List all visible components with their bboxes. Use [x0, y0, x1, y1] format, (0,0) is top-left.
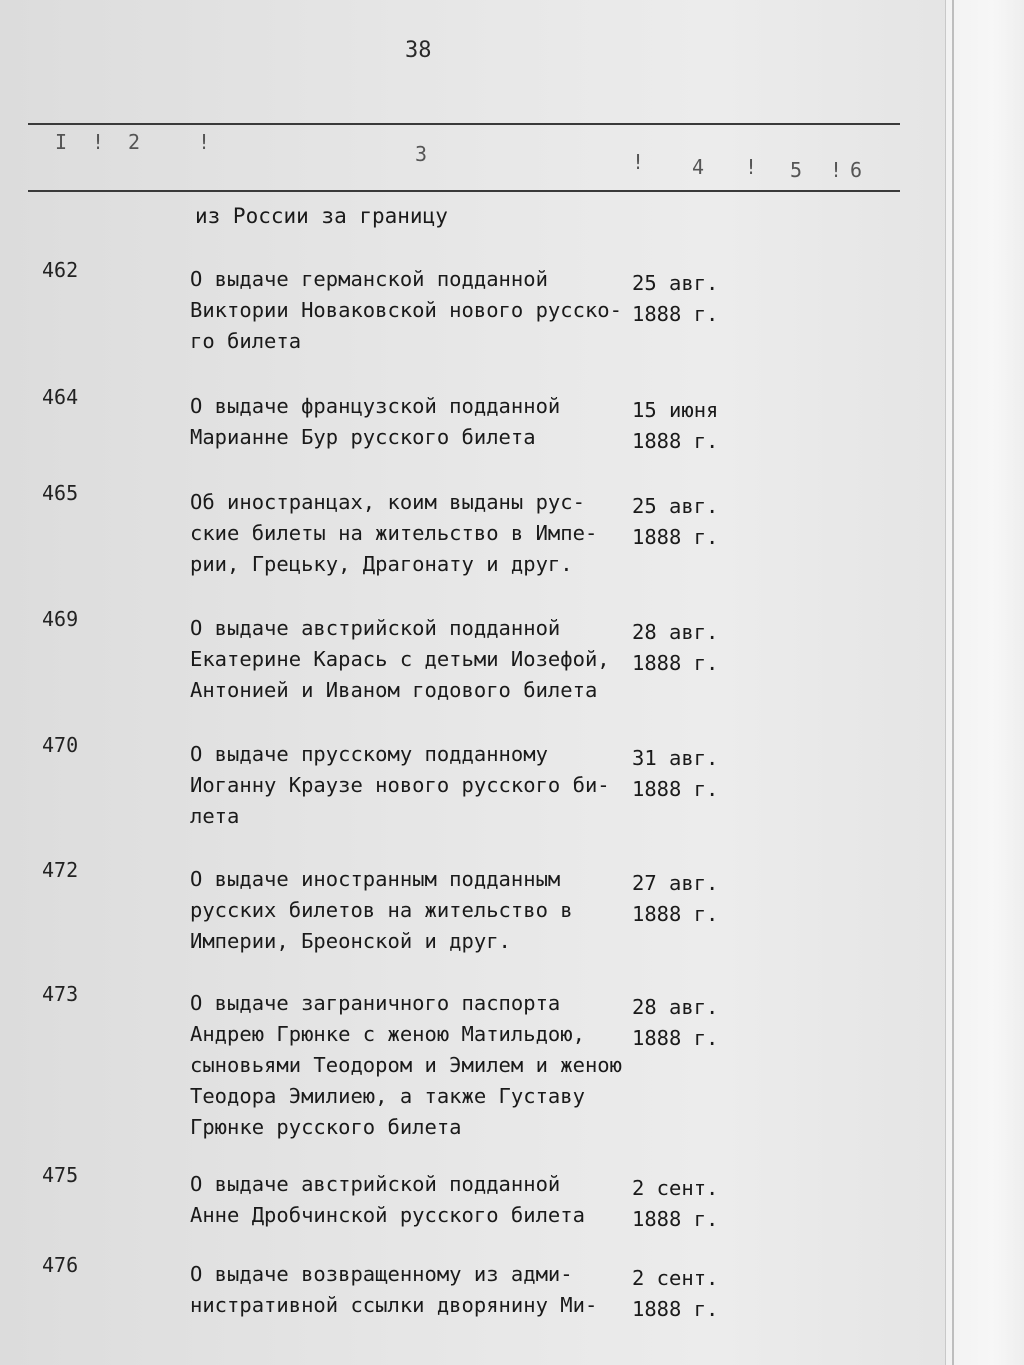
- column-separator: !: [745, 155, 758, 179]
- continuation-text: из России за границу: [195, 204, 448, 228]
- entry-date: 28 авг. 1888 г.: [632, 620, 719, 675]
- column-5-header: 5: [790, 158, 803, 182]
- entry-description: Об иностранцах, коим выданы рус- ские билеты на жительство в Импе- рии, Грецьку, Драгонату и друг.: [190, 490, 598, 576]
- entry-number: 473: [42, 982, 79, 1006]
- entry-date: 25 авг. 1888 г.: [632, 271, 719, 326]
- column-separator: !: [92, 130, 105, 154]
- entry-date: 31 авг. 1888 г.: [632, 746, 719, 801]
- entry-description: О выдаче иностранным подданным русских билетов на жительство в Империи, Бреонской и друг.: [190, 867, 573, 953]
- entry-number: 469: [42, 607, 79, 631]
- header-rule-top: [28, 123, 900, 125]
- entry-date: 15 июня 1888 г.: [632, 398, 719, 453]
- entry-description: О выдаче прусскому подданному Иоганну Краузе нового русского би- лета: [190, 742, 610, 828]
- column-separator: !: [198, 130, 211, 154]
- entry-description: О выдаче заграничного паспорта Андрею Грюнке с женою Матильдою, сыновьями Теодором и Эмилем и женою Теодора Эмилиею, а также Густаву Грюнке русского билета: [190, 991, 622, 1139]
- entry-description: О выдаче германской подданной Виктории Новаковской нового русско- го билета: [190, 267, 622, 353]
- next-sheet-edge: [945, 0, 1024, 1365]
- entry-date: 27 авг. 1888 г.: [632, 871, 719, 926]
- entry-date: 2 сент. 1888 г.: [632, 1176, 719, 1231]
- column-1-header: I: [55, 130, 68, 154]
- entry-date: 2 сент. 1888 г.: [632, 1266, 719, 1321]
- entry-number: 464: [42, 385, 79, 409]
- entry-number: 472: [42, 858, 79, 882]
- column-6-header: 6: [850, 158, 863, 182]
- entry-date: 25 авг. 1888 г.: [632, 494, 719, 549]
- entry-number: 475: [42, 1163, 79, 1187]
- column-4-header: 4: [692, 155, 705, 179]
- entry-description: О выдаче французской подданной Марианне Бур русского билета: [190, 394, 561, 449]
- entry-description: О выдаче австрийской подданной Анне Дробчинской русского билета: [190, 1172, 585, 1227]
- entry-description: О выдаче возвращенному из адми- нистративной ссылки дворянину Ми-: [190, 1262, 598, 1317]
- header-rule-bottom: [28, 190, 900, 192]
- column-3-header: 3: [415, 142, 428, 166]
- entry-number: 462: [42, 258, 79, 282]
- column-separator: !: [632, 150, 645, 174]
- entry-number: 476: [42, 1253, 79, 1277]
- entry-date: 28 авг. 1888 г.: [632, 995, 719, 1050]
- column-2-header: 2: [128, 130, 141, 154]
- page-number: 38: [405, 38, 432, 63]
- entry-number: 470: [42, 733, 79, 757]
- entry-description: О выдаче австрийской подданной Екатерине Карась с детьми Иозефой, Антонией и Иваном годового билета: [190, 616, 610, 702]
- sheet-edge-shadow: [952, 0, 954, 1365]
- entry-number: 465: [42, 481, 79, 505]
- column-separator: !: [830, 158, 843, 182]
